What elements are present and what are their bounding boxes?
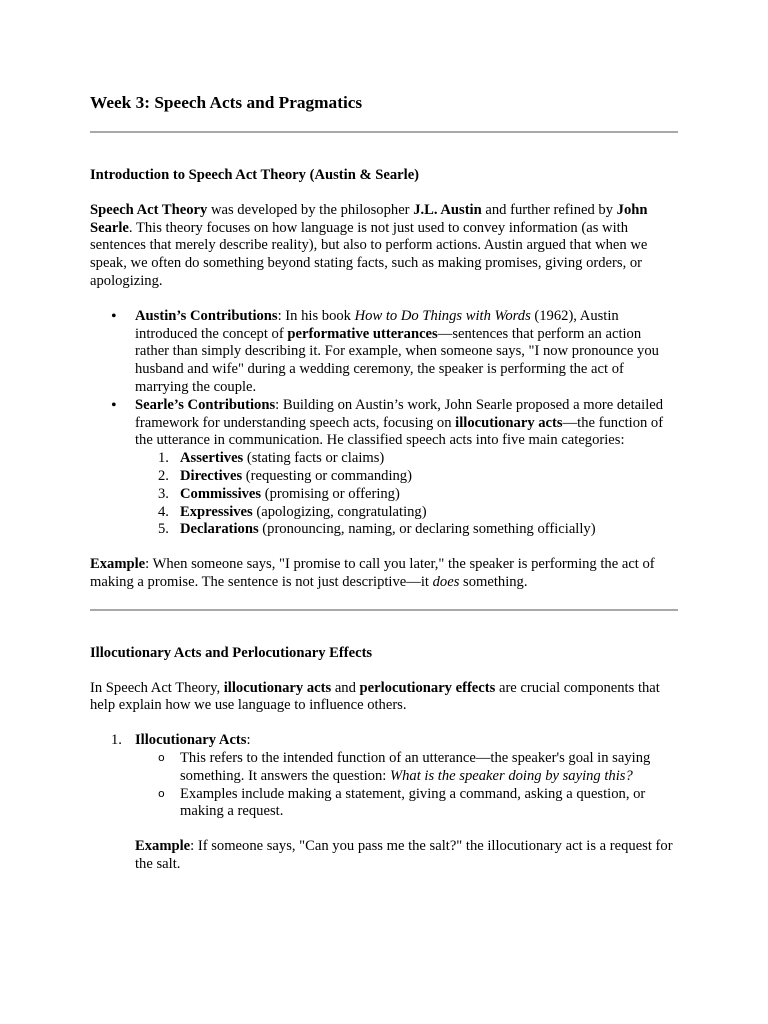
list-number: 4. — [158, 503, 169, 520]
illocutionary-paragraph — [90, 680, 678, 716]
term-performative: performative utterances — [287, 325, 438, 342]
category-item — [158, 521, 678, 539]
section-divider — [90, 131, 678, 133]
page-title: Week 3: Speech Acts and Pragmatics — [90, 93, 363, 112]
category-item — [158, 485, 678, 504]
text-run: (1962), Austin introduced the concept of — [135, 307, 619, 342]
austin-contributions-item — [135, 308, 678, 397]
example-label: Example — [90, 556, 146, 573]
text-run: and — [331, 679, 360, 696]
category-desc: (requesting or commanding) — [242, 467, 412, 484]
text-run: : When someone says, "I promise to call you later," the speaker is performing the act of making a promise. The sentence is not just descriptive—it — [90, 556, 655, 590]
category-name: Directives — [180, 467, 243, 484]
list-number: 5. — [158, 521, 169, 538]
text-run: : If someone says, "Can you pass me the salt?" the illocutionary act is a request for the salt. — [135, 838, 673, 872]
category-name: Assertives — [180, 450, 244, 467]
circle-bullet-icon: o — [158, 786, 165, 800]
list-number: 3. — [158, 485, 169, 502]
categories-list — [135, 450, 678, 539]
illocutionary-list — [90, 732, 678, 874]
text-run: : — [246, 732, 251, 749]
intro-heading: Introduction to Speech Act Theory (Austin & Searle) — [90, 167, 420, 183]
question-emphasis: What is the speaker doing by saying this? — [389, 767, 633, 784]
term-austin: J.L. Austin — [413, 201, 482, 218]
illocutionary-heading: Illocutionary Acts and Perlocutionary Effects — [90, 644, 373, 661]
item-label: Illocutionary Acts — [135, 732, 247, 749]
circle-bullet-icon: o — [158, 750, 165, 764]
text-run: —sentences that perform an action rather than simply describing it. For example, when someone says, "I now pronounce you husband and wife" during a wedding ceremony, the speaker is performing the act of marrying the couple. — [135, 325, 659, 395]
searle-contributions-item — [135, 397, 678, 539]
book-title: How to Do Things with Words — [354, 307, 531, 324]
example-label: Example — [135, 838, 191, 855]
category-item — [158, 450, 678, 468]
text-run: something. — [459, 573, 528, 590]
list-number: 1. — [111, 732, 122, 749]
text-run: This refers to the intended function of an utterance—the speaker's goal in saying something. It answers the question: — [180, 749, 651, 784]
text-run: . This theory focuses on how language is not just used to convey information (as with sentences that merely describe reality), but also to perform actions. Austin argued that when we speak, we often do something beyond stating facts, such as making promises, giving orders, or apologizing. — [90, 219, 648, 289]
text-run: was developed by the philosopher — [207, 201, 414, 218]
intro-paragraph — [90, 202, 678, 291]
category-desc: (promising or offering) — [261, 485, 400, 502]
sub-list — [135, 750, 678, 821]
text-run: Examples include making a statement, giving a command, asking a question, or making a request. — [180, 785, 646, 820]
text-run: —the function of the utterance in communication. He classified speech acts into five main categories: — [135, 414, 664, 449]
sub-item — [158, 785, 678, 822]
term-speech-act-theory: Speech Act Theory — [90, 201, 208, 218]
austin-label: Austin’s Contributions — [135, 307, 278, 324]
category-desc: (pronouncing, naming, or declaring something officially) — [258, 521, 596, 538]
category-name: Expressives — [180, 503, 253, 520]
intro-example — [90, 556, 678, 592]
text-run: : Building on Austin’s work, John Searle proposed a more detailed framework for understanding speech acts, focusing on — [135, 396, 664, 431]
emphasis: does — [432, 573, 460, 590]
text-run: are crucial components that help explain how we use language to influence others. — [90, 679, 660, 714]
text-run: : In his book — [277, 307, 355, 324]
illocutionary-acts-item — [111, 732, 678, 874]
term-illocutionary-acts: illocutionary acts — [223, 679, 332, 696]
category-name: Declarations — [180, 521, 259, 538]
text-run: and further refined by — [481, 201, 617, 218]
category-item — [158, 503, 678, 522]
category-desc: (apologizing, congratulating) — [252, 503, 427, 520]
category-name: Commissives — [180, 485, 262, 502]
term-illocutionary: illocutionary acts — [455, 414, 563, 431]
category-desc: (stating facts or claims) — [243, 450, 385, 467]
sub-item — [158, 749, 678, 786]
contributions-list — [90, 308, 678, 539]
list-number: 1. — [158, 450, 169, 467]
list-number: 2. — [158, 467, 169, 484]
text-run: In Speech Act Theory, — [90, 679, 224, 696]
illocutionary-example — [135, 838, 678, 874]
searle-label: Searle’s Contributions — [135, 396, 276, 413]
term-perlocutionary-effects: perlocutionary effects — [359, 679, 496, 696]
section-divider — [90, 609, 678, 611]
term-searle: John Searle — [90, 201, 648, 236]
category-item — [158, 467, 678, 486]
